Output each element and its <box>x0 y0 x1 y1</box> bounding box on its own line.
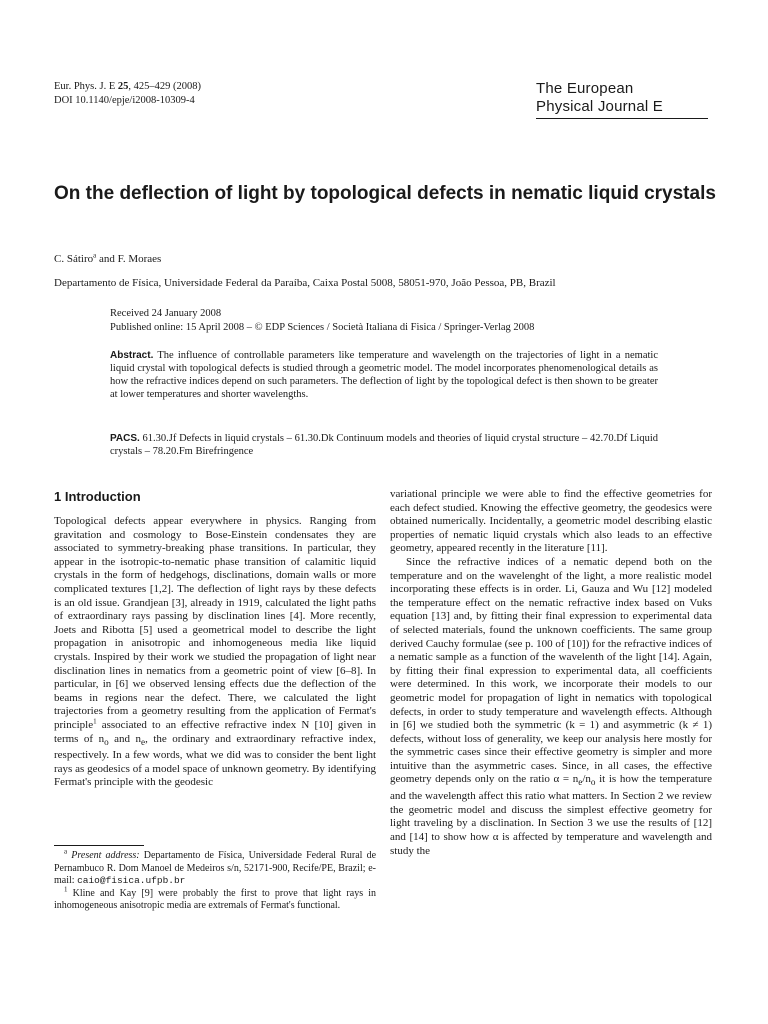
email-link[interactable]: caio@fisica.ufpb.br <box>77 875 186 887</box>
text-run: /n <box>582 773 591 786</box>
abstract-text: The influence of controllable parameters like temperature and wavelength on the trajectories of light in a nematic liquid crystal with topological defects is studied through a geometric model. The model incorporates phenomenological details as how the refractive indices depend on such parameters. The deflection of light by the topological defect is then shown to be greater at lower temperatures and shorter wavelengths. <box>110 350 658 400</box>
section-heading: 1 Introduction <box>54 489 141 504</box>
text-run: it is how the temperature and the wavelength affect this ratio what matters. In Section 2 we review the geometric model and discuss the simplest effective geometry for light traveling by a disclination. In Section 3 we use the results of [12] and [14] to show how α is affected by temperature and wavelength and study the <box>390 773 712 857</box>
doi: DOI 10.1140/epje/i2008-10309-4 <box>54 95 195 106</box>
author-1: C. Sátiro <box>54 253 94 265</box>
left-column <box>54 515 376 790</box>
author-1-footnote-mark: a <box>93 251 97 260</box>
journal-volume: 25 <box>117 81 129 92</box>
subscript-e: e <box>578 777 583 788</box>
paper-title: On the deflection of light by topological defects in nematic liquid crystals <box>54 183 716 204</box>
footnote-1-mark: 1 <box>64 885 68 894</box>
abstract <box>110 349 658 401</box>
pacs <box>110 432 658 458</box>
text-run: and n <box>108 732 142 745</box>
subscript-e: e <box>141 736 146 747</box>
footnote-a-text: Departamento de Física, Universidade Federal Rural de Pernambuco R. Dom Manoel de Medeiros s/n, 52171-900, Recife/PE, Brazil; e-mail: <box>54 850 377 887</box>
footnote-a-label: Present address: <box>71 850 140 861</box>
intro-paragraph-1 <box>54 515 376 790</box>
text-run: Since the refractive indices of a nematic depend both on the temperature and on the wavelenght of the light, a more realistic model incorporating these effects is in order. Li, Gauza and Wu [12] modeled the temperature effect on the nematic refractive index based on Vuks equation [13] and, by fitting their final expression to experimental data of selected materials, found the unknown coefficients. The same group derived Cauchy formulae (see p. 100 of [10]) for the refractive indices of a nematic sample as a function of the wavelenth of the light [14]. Again, by fitting their final expression to experimental data, all coefficients were determined. In this work, we incorporate their models to our geometric model for propagation of light in nematics with topological defects, in order to study temperature and wavelength effects. Although in [6] we studied both the symmetric (k = 1) and asymmetric (k ≠ 1) defects, without loss of generality, we keep our analysis here mostly for the symmetric cases since their effective geometry is simpler and more intuitive than the asymmetric cases. Since, in all cases, the effective geometry depends only on the ratio α = n <box>390 555 712 786</box>
pacs-text: 61.30.Jf Defects in liquid crystals – 61.30.Dk Continuum models and theories of liquid crystal structure – 42.70.Df Liquid crystals – 78.20.Fm Birefringence <box>110 433 658 457</box>
footnote-a-mark: a <box>64 847 68 856</box>
footnotes <box>54 847 377 913</box>
journal-name-line1: The European <box>536 80 634 97</box>
footnote-a <box>54 847 377 888</box>
authors <box>54 253 161 265</box>
intro-paragraph-3 <box>390 556 712 858</box>
subscript-o: o <box>104 736 109 747</box>
journal-reference <box>54 80 201 108</box>
affiliation: Departamento de Física, Universidade Federal da Paraíba, Caixa Postal 5008, 58051-970, João Pessoa, PB, Brazil <box>54 277 556 289</box>
journal-name-line2: Physical Journal E <box>536 98 663 115</box>
subscript-o: o <box>590 777 596 788</box>
received-date: Received 24 January 2008 <box>110 308 222 319</box>
right-column <box>390 488 712 858</box>
footnote-mark-1: 1 <box>93 717 97 726</box>
journal-ref-suffix: , 425–429 (2008) <box>128 81 202 92</box>
footnote-rule <box>54 845 144 846</box>
abstract-label: Abstract. <box>110 350 154 361</box>
journal-logo <box>536 80 708 119</box>
pacs-label: PACS. <box>110 433 140 444</box>
journal-ref-prefix: Eur. Phys. J. E <box>54 81 118 92</box>
intro-paragraph-2: variational principle we were able to find the effective geometries for each defect studied. Knowing the effective geometry, the geodesics were obtained numerically. Incidentally, a geometric model describing elastic properties of nematic liquid crystals which also leads to an effective geometry, appeared recently in the literature [11]. <box>390 488 712 555</box>
published-date: Published online: 15 April 2008 – © EDP Sciences / Società Italiana di Fisica / Springer-Verlag 2008 <box>110 322 535 333</box>
author-2: and F. Moraes <box>96 253 162 265</box>
text-run: associated to an effective refractive index N [10] given in terms of n <box>54 718 376 745</box>
footnote-1 <box>54 885 376 913</box>
footnote-1-text: Kline and Kay [9] were probably the first to prove that light rays in inhomogeneous anisotropic media are extremals of Fermat's functional. <box>54 887 376 912</box>
text-run: Topological defects appear everywhere in physics. Ranging from gravitation and cosmology to Bose-Einstein condensates they are associated to symmetry-breaking phase transitions. In particular, they appear in the isotropic-to-nematic phase transition of calamitic liquid crystals in the form of hedgehogs, disclinations, domain walls or more complicated textures [1,2]. The deflection of light rays by these defects is an old issue. Grandjean [3], already in 1919, calculated the light paths of extraordinary rays passing by disclination lines [4]. More recently, Joets and Ribotta [5] used a geometrical model to describe the light propagation in anisotropic and inhomogeneous media like liquid crystals. Inspired by their work we studied the propagation of light near disclination lines in nematics from a geometric point of view [6–8]. In particular, in [6] we observed lensing effects due the deflection of the beams in regions near the defect. There, we calculated the light trajectories from a geometry resulting from the application of Fermat's principle <box>54 515 376 731</box>
publication-dates <box>110 307 534 335</box>
text-run: , the ordinary and extraordinary refractive index, respectively. In a few words, what we did was to consider the bent light rays as geodesics of a model space of unknown geometry. By identifying Fermat's principle with the geodesic <box>54 732 376 789</box>
